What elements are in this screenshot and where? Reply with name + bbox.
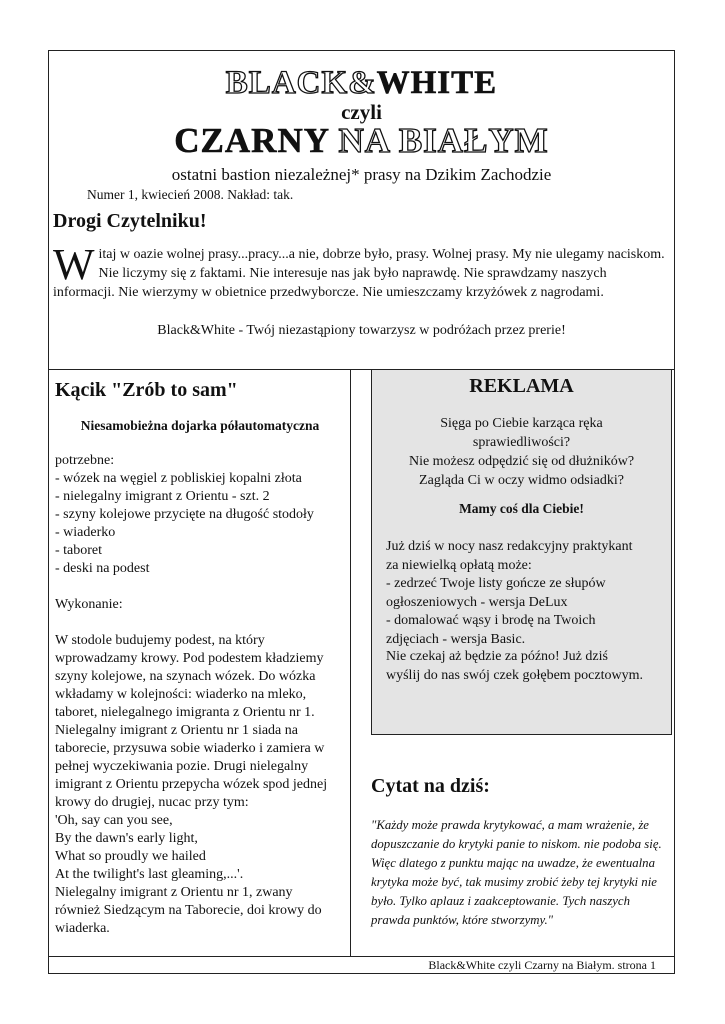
needs-item: - szyny kolejowe przycięte na długość stodoły	[55, 507, 314, 522]
steps-line: pełnej wyczekiwania pozie. Drugi nielegalny	[55, 759, 309, 774]
needs-item: - wózek na węgiel z pobliskiej kopalni złota	[55, 471, 302, 486]
page-frame	[48, 50, 675, 974]
steps-line: taborecie, przysuwa sobie wiaderko i zamiera w	[55, 741, 325, 756]
quote-heading: Cytat na dziś:	[371, 775, 490, 797]
page-footer: Black&White czyli Czarny na Białym. strona 1	[428, 958, 656, 972]
intro-signature: Black&White - Twój niezastąpiony towarzysz w podróżach przez prerie!	[157, 323, 566, 338]
needs-item: - nielegalny imigrant z Orientu - szt. 2	[55, 489, 270, 504]
steps-line: wkładamy w kolejności: wiaderko na mleko,	[55, 687, 307, 702]
ad-body-line: ogłoszeniowych - wersja DeLux	[386, 594, 568, 610]
diy-subheading: Niesamobieżna dojarka półautomatyczna	[80, 418, 320, 433]
ad-question: Sięga po Ciebie karząca ręka	[440, 416, 603, 431]
title-black: BLACK&	[225, 65, 377, 101]
steps-line: 'Oh, say can you see,	[55, 813, 173, 828]
steps-line: Nielegalny imigrant z Orientu nr 1 siada na	[55, 723, 298, 738]
intro-text: itaj w oazie wolnej prasy...pracy...a nie, dobrze było, prasy. Wolnej prasy. My nie ulegamy naciskom. Nie liczymy się z faktami. Nie interesuje nas jak było naprawdę. Nie sprawdzamy naszych informacji. Nie wierzymy w obietnice przedwyborcze. Nie umieszczamy krzyżówek z nagrodami.	[53, 247, 665, 300]
title-white: WHITE	[376, 65, 498, 101]
needs-item: - wiaderko	[55, 525, 116, 540]
steps-line: również Siedzącym na Taborecie, doi krowy do	[55, 903, 322, 918]
drop-cap: W	[53, 240, 95, 289]
ad-body-line: zdjęciach - wersja Basic.	[386, 631, 526, 647]
ad-body-line: za niewielką opłatą może:	[386, 557, 532, 573]
masthead-subtitle: ostatni bastion niezależnej* prasy na Dzikim Zachodzie	[171, 165, 552, 184]
steps-line: By the dawn's early light,	[55, 831, 198, 846]
title-black-white	[49, 65, 674, 101]
needs-label: potrzebne:	[55, 453, 115, 468]
steps-line: wiaderka.	[55, 921, 110, 936]
issue-info: Numer 1, kwiecień 2008. Nakład: tak.	[87, 187, 294, 202]
steps-line: taboret, nielegalnego imigranta z Orientu nr 1.	[55, 705, 315, 720]
diy-box	[50, 369, 350, 957]
steps-line: imigrant z Orientu przepycha wózek spod jednej	[55, 777, 328, 792]
ad-questions	[372, 414, 671, 490]
spacer	[55, 614, 347, 632]
steps-line: What so proudly we hailed	[55, 849, 206, 864]
title-czarny-na-bialym	[49, 121, 674, 161]
ad-question: Nie możesz odpędzić się od dłużników?	[408, 454, 635, 469]
needs-item: - taboret	[55, 543, 103, 558]
steps-line: At the twilight's last gleaming,...'.	[55, 867, 244, 882]
title-na-bialym: NA BIAŁYM	[328, 121, 549, 160]
ad-question: Zagląda Ci w oczy widmo odsiadki?	[419, 473, 624, 488]
ad-closing-line: Nie czekaj aż będzie za późno! Już dziś	[386, 649, 608, 664]
ad-body	[386, 538, 666, 649]
ad-body-line: - zedrzeć Twoje listy gończe ze słupów	[386, 576, 606, 591]
ad-question: sprawiedliwości?	[472, 435, 571, 450]
spacer	[55, 578, 347, 596]
ad-box	[371, 369, 672, 735]
ad-heading: REKLAMA	[469, 375, 574, 397]
ad-closing	[386, 648, 666, 685]
masthead	[49, 51, 674, 370]
ad-body-line: Już dziś w nocy nasz redakcyjny praktykant	[386, 539, 633, 554]
title-czarny: CZARNY	[174, 121, 329, 160]
steps-line: wprowadzamy krowy. Pod podestem kładziemy	[55, 651, 324, 666]
diy-body	[55, 452, 347, 938]
ad-closing-line: wyślij do nas swój czek gołębem pocztowym.	[386, 667, 644, 683]
greeting-heading: Drogi Czytelniku!	[53, 210, 207, 232]
ad-offer: Mamy coś dla Ciebie!	[459, 501, 584, 516]
needs-item: - deski na podest	[55, 561, 150, 576]
quote-text: "Każdy może prawda krytykować, a mam wrażenie, że dopuszczanie do krytyki panie to niskom. nie podoba się. Więc dlatego z punktu mając na uwadze, że ewentualna krytyka może być, tak musimy zrobić żeby tej krytyki nie było. Tylko aplauz i zaakceptowanie. Tych naszych prawda punktów, które stworzymy."	[371, 818, 662, 927]
steps-label: Wykonanie:	[55, 597, 123, 612]
intro-paragraph	[53, 240, 665, 302]
title-czyli: czyli	[341, 100, 382, 124]
steps-line: W stodole budujemy podest, na który	[55, 633, 265, 648]
steps-line: Nielegalny imigrant z Orientu nr 1, zwany	[55, 885, 293, 900]
steps-line: krowy do drugiej, nucac przy tym:	[55, 795, 249, 810]
ad-body-line: - domalować wąsy i brodę na Twoich	[386, 613, 596, 628]
steps-line: szyny kolejowe, na szynach wózek. Do wózka	[55, 669, 316, 684]
diy-column	[49, 369, 351, 956]
diy-heading: Kącik "Zrób to sam"	[55, 379, 238, 401]
